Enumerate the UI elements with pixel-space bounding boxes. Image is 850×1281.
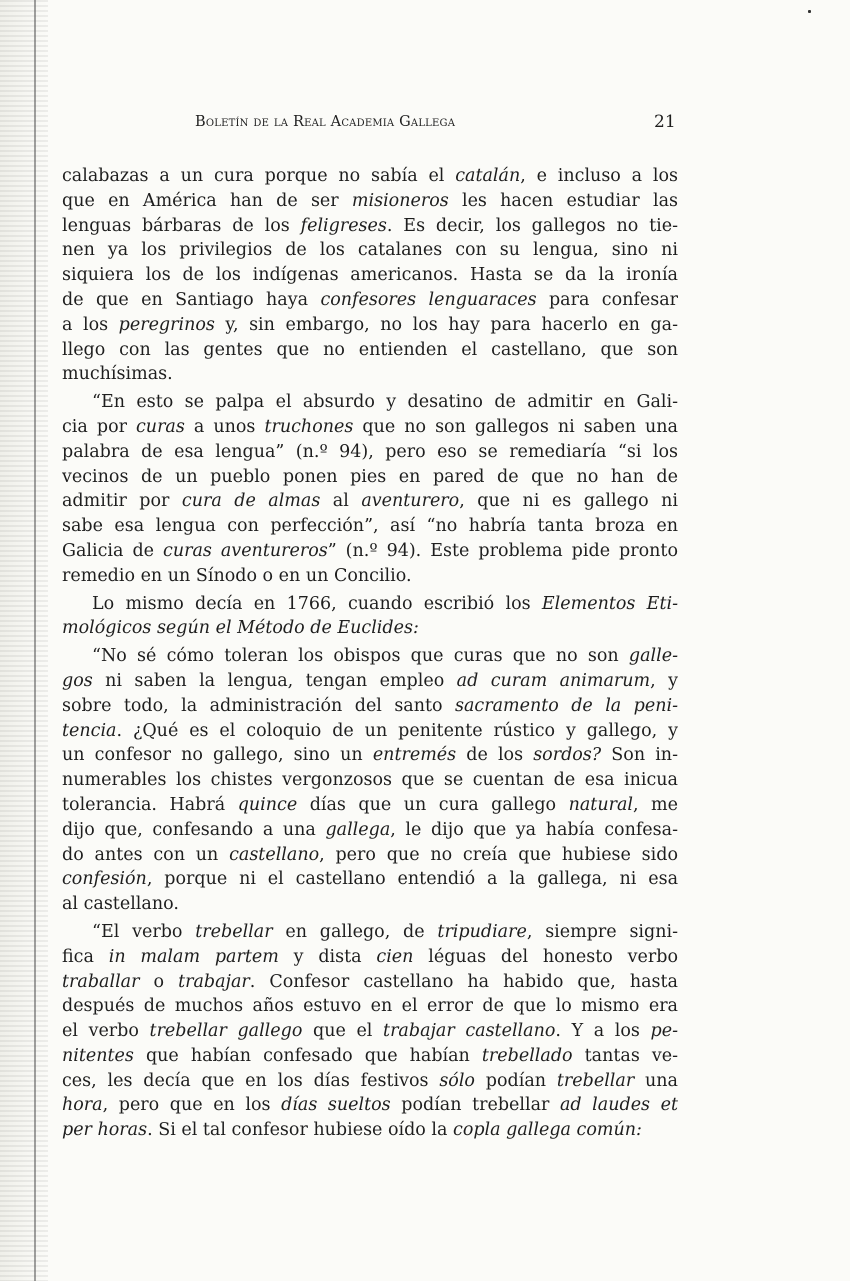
text-segment: , que ni es gallego ni [459,491,678,512]
text-line [62,390,678,415]
text-segment: numerables los chistes vergonzosos que se cuentan de esa inicua [62,770,678,791]
text-line [62,945,678,970]
italic-segment: sordos? [533,745,602,766]
text-segment: Lo mismo decía en 1766, cuando escribió los [92,593,542,614]
text-segment: . Es decir, los gallegos no tie- [386,215,678,236]
text-segment: el verbo [62,1021,150,1042]
text-line [62,694,678,719]
text-segment: tolerancia. Habrá [62,794,238,815]
text-line [62,1019,678,1044]
text-segment: les hacen estudiar las [448,190,678,211]
text-segment: al castellano. [62,894,179,915]
italic-segment: trebellado [481,1045,573,1066]
italic-segment: traballar [62,971,140,992]
scan-speck [808,10,811,13]
text-segment: , me [632,794,678,815]
text-line [62,489,678,514]
italic-segment: ad curam animarum [456,670,651,691]
page-number: 21 [654,112,676,132]
italic-segment: pe- [650,1021,678,1042]
text-line [62,1118,678,1143]
text-segment: “El verbo [92,921,196,942]
running-header: Boletín de la Real Academia Gallega [195,114,456,130]
italic-segment: tripudiare [437,921,527,942]
text-line [62,970,678,995]
italic-segment: quince [237,794,298,815]
text-segment: de los [456,745,534,766]
italic-segment: ad laudes et [559,1095,678,1116]
text-segment: y, sin embargo, no los hay para hacerlo en ga- [214,314,678,335]
italic-segment: trebellar [195,921,273,942]
text-line [62,465,678,490]
text-line [62,592,678,617]
paragraph [62,164,678,387]
text-segment: palabra de esa lengua” (n.º 94), pero eso se remediaría “si los [62,441,678,462]
italic-segment: copla gallega común: [453,1120,642,1141]
italic-segment: trebellar [556,1070,635,1091]
text-segment: , y [650,670,678,691]
italic-segment: gallega [325,819,391,840]
italic-segment: trebellar gallego [149,1021,303,1042]
italic-segment: sacramento de la peni- [455,695,678,716]
text-line [62,214,678,239]
text-segment: a los [62,314,119,335]
paragraph [62,592,678,642]
italic-segment: confesión [62,869,147,890]
text-segment: llego con las gentes que no entienden el castellano, que son [62,339,678,360]
text-line [62,1069,678,1094]
text-line [62,843,678,868]
text-segment: , porque ni el castellano entendió a la gallega, ni esa [146,869,678,890]
text-line [62,564,678,589]
body-text [62,164,678,1146]
text-line [62,719,678,744]
text-segment: o [139,971,179,992]
italic-segment: sólo [439,1070,475,1091]
italic-segment: in malam partem [108,946,279,967]
text-segment: que el [302,1021,384,1042]
italic-segment: peregrinos [118,314,215,335]
text-line [62,313,678,338]
italic-segment: nitentes [62,1045,134,1066]
text-line [62,338,678,363]
italic-segment: misioneros [351,190,449,211]
text-line [62,514,678,539]
text-segment: , siempre signi- [526,921,678,942]
text-line [62,415,678,440]
text-segment: “En esto se palpa el absurdo y desatino de admitir en Gali- [92,392,678,413]
text-segment: que en América han de ser [62,190,352,211]
text-segment: días que un cura gallego [297,794,569,815]
text-line [62,440,678,465]
text-segment: . Confesor castellano ha habido que, hasta [249,971,678,992]
text-line [62,1044,678,1069]
italic-segment: hora [62,1095,103,1116]
text-segment: después de muchos años estuvo en el error de que lo mismo era [62,996,678,1017]
text-segment: nen ya los privilegios de los catalanes con su lengua, sino ni [62,240,678,261]
text-segment: léguas del honesto verbo [413,946,678,967]
paragraph [62,920,678,1143]
text-segment: calabazas a un cura porque no sabía el [62,166,456,186]
text-segment: , le dijo que ya había confesa- [390,819,678,840]
text-segment: remedio en un Sínodo o en un Concilio. [62,565,412,586]
text-line [62,644,678,669]
text-segment: , e incluso a los [520,166,678,186]
binding-shadow-line [34,0,36,1281]
text-line [62,920,678,945]
text-line [62,818,678,843]
text-line [62,288,678,313]
text-segment: podían [474,1070,557,1091]
italic-segment: trabajar [178,971,250,992]
text-segment: vecinos de un pueblo ponen pies en pared de que no han de [62,466,678,487]
italic-segment: aventurero [361,491,460,512]
italic-segment: gos [62,670,93,691]
text-segment: un confesor no gallego, sino un [62,745,373,766]
text-segment: ces, les decía que en los días festivos [62,1070,440,1091]
italic-segment: Elementos Eti- [541,593,678,614]
italic-segment: trabajar castellano [383,1021,556,1042]
text-segment: tantas ve- [572,1045,678,1066]
italic-segment: curas aventureros [163,540,328,561]
text-line [62,539,678,564]
text-segment: . Y a los [555,1021,651,1042]
italic-segment: entremés [372,745,457,766]
italic-segment: feligreses [300,215,387,236]
text-line [62,743,678,768]
text-line [62,867,678,892]
italic-segment: truchones [264,416,354,437]
text-line [62,669,678,694]
italic-segment: días sueltos [281,1095,391,1116]
text-line [62,994,678,1019]
text-line [62,362,678,387]
book-binding-edge [0,0,48,1281]
text-segment: do antes con un [62,844,230,865]
text-line [62,768,678,793]
text-segment: , pero que no creía que hubiese sido [319,844,678,865]
paragraph [62,644,678,917]
italic-segment: cura de almas [181,491,321,512]
text-segment: de que en Santiago haya [62,289,321,310]
italic-segment: confesores lenguaraces [320,289,537,310]
text-segment: que habían confesado que habían [133,1045,482,1066]
italic-segment: catalán [455,166,521,186]
italic-segment: cien [376,946,414,967]
text-line [62,164,678,189]
text-segment: . Si el tal confesor hubiese oído la [147,1120,454,1141]
text-line [62,793,678,818]
text-line [62,238,678,263]
text-line [62,189,678,214]
text-segment: a unos [184,416,265,437]
italic-segment: galle- [628,646,678,667]
text-segment: siquiera los de los indígenas americanos. Hasta se da la ironía [62,265,678,286]
text-segment: sabe esa lengua con perfección”, así “no habría tanta broza en [62,516,678,537]
italic-segment: mológicos según el Método de Euclides: [62,618,419,639]
text-segment: cia por [62,416,136,437]
text-segment: al [320,491,362,512]
italic-segment: tencia [62,720,117,741]
text-segment: ni saben la lengua, tengan empleo [92,670,457,691]
paragraph [62,390,678,588]
text-segment: dijo que, confesando a una [62,819,326,840]
italic-segment: per horas [62,1120,148,1141]
text-line [62,892,678,917]
text-segment: una [634,1070,678,1091]
text-segment: admitir por [62,491,182,512]
text-segment: . ¿Qué es el coloquio de un penitente rústico y gallego, y [116,720,678,741]
text-segment: ” (n.º 94). Este problema pide pronto [327,540,678,561]
text-segment: Galicia de [62,540,164,561]
text-segment: podían trebellar [390,1095,560,1116]
text-line [62,616,678,641]
text-segment: y dista [278,946,377,967]
italic-segment: natural [568,794,633,815]
text-line [62,263,678,288]
text-segment: , pero que en los [102,1095,282,1116]
text-segment: “No sé cómo toleran los obispos que curas que no son [92,646,629,667]
text-segment: sobre todo, la administración del santo [62,695,455,716]
italic-segment: castellano [229,844,320,865]
text-segment: en gallego, de [272,921,438,942]
text-segment: que no son gallegos ni saben una [353,416,678,437]
text-segment: fica [62,946,109,967]
text-segment: para confesar [536,289,678,310]
text-line [62,1093,678,1118]
text-segment: muchísimas. [62,364,173,385]
text-segment: Son in- [601,745,678,766]
italic-segment: curas [136,416,185,437]
text-segment: lenguas bárbaras de los [62,215,301,236]
